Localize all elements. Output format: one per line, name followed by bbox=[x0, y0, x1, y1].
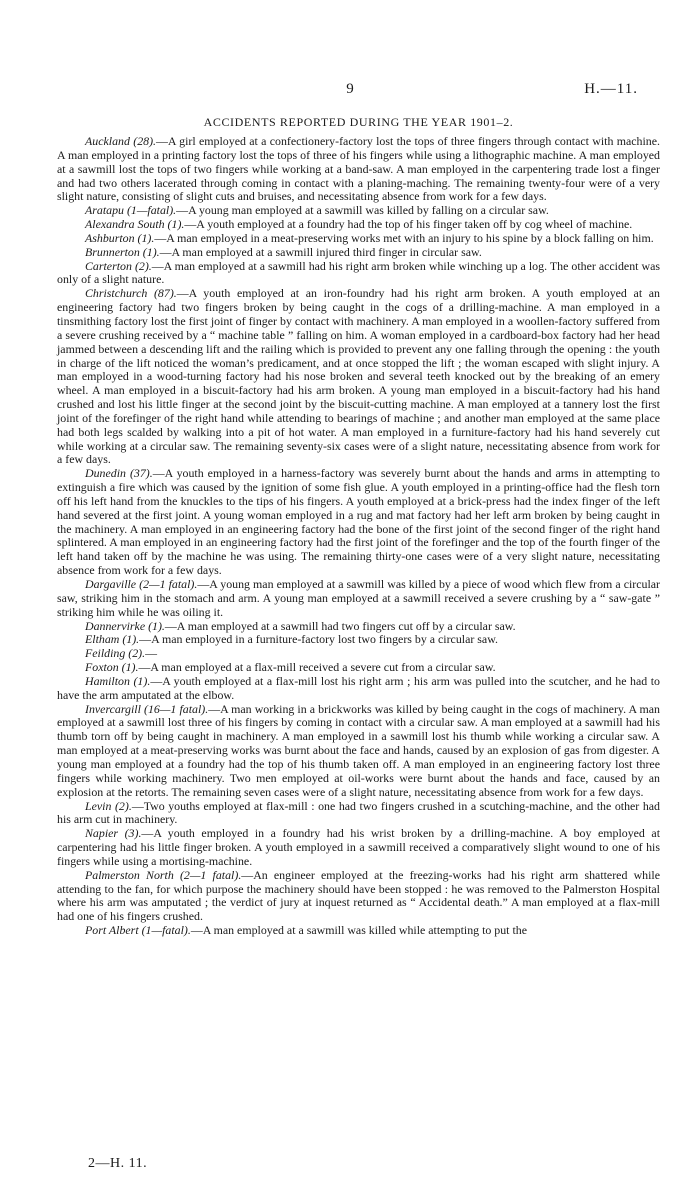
entry-text: —A man employed at a sawmill had two fingers cut off by a circular saw. bbox=[164, 618, 516, 633]
entry-text: —A young man employed at a sawmill was killed by a piece of wood which flew from a circular saw, striking him in the stomach and arm. A young man employed at a sawmill received a severe crushing by a “ saw-gate ” striking him while he was oiling it. bbox=[57, 577, 660, 619]
accident-entry bbox=[57, 661, 660, 675]
entry-text: —A youth employed at an iron-foundry had his right arm broken. A youth employed at an engineering factory had two fingers broken by being caught in the cogs of a drilling-machine. A man employed in a tinsmithing factory lost the first joint of finger by contact with machinery. A man employed in a woollen-factory suffered from a severe crushing received by a “ machine table ” falling on him. A woman employed in a cardboard-box factory had her head jammed between a descending lift and the railing which is provided to prevent any one falling through the opening : the youth in charge of the lift noticed the woman’s predicament, and at once stopped the lift ; the woman escaped with slight injury. A man employed in a wood-turning factory had his nose broken and several teeth knocked out by the breaking of an emery wheel. A man employed in a biscuit-factory had his arm broken. A young man employed in a biscuit-factory had his hand crushed and lost his little finger at the second joint by the biscuit-cutting machine. A man employed at a tannery lost the first joint of the forefinger of the right hand while attending to bearings of machine ; and another man employed at the same place had both legs scalded by walking into a pit of hot water. A man employed in a furniture-factory had his hand severely cut while working at a circular saw. The remaining seventy-six cases were of a slight nature, necessitating absence from work for a few days. bbox=[57, 286, 660, 467]
section-heading: ACCIDENTS REPORTED DURING THE YEAR 1901–2. bbox=[203, 115, 514, 129]
entry-text: —Two youths employed at flax-mill : one had two fingers crushed in a scutching-machine, and the other had his arm cut in machinery. bbox=[57, 798, 660, 827]
entry-text: —A man employed at a sawmill injured third finger in circular saw. bbox=[159, 244, 482, 259]
page-number: 9 bbox=[346, 81, 354, 97]
accident-entry bbox=[57, 260, 660, 288]
entry-place: Palmerston North (2—1 fatal). bbox=[85, 867, 242, 882]
entry-text: —An engineer employed at the freezing-works had his right arm shattered while attending to the fan, for which purpose the machinery should have been stopped : he was removed to the Palmerston Hospital where his arm was amputated ; the verdict of jury at inquest returned as “ Accidental death.” A man employed at a flax-mill had one of his fingers crushed. bbox=[57, 867, 660, 924]
entry-text: —A young man employed at a sawmill was killed by falling on a circular saw. bbox=[176, 203, 549, 218]
entry-text: —A youth employed in a foundry had his wrist broken by a drilling-machine. A boy employed at carpentering had his little finger broken. A youth employed in a sawmill received a comparatively slight wound to one of his fingers while using a mortising-machine. bbox=[57, 826, 660, 868]
accident-entries bbox=[57, 135, 660, 938]
accident-entry bbox=[57, 218, 660, 232]
entry-place: Auckland (28). bbox=[85, 134, 157, 148]
entry-place: Ashburton (1). bbox=[85, 230, 155, 245]
entry-text: —A man employed at a flax-mill received a severe cut from a circular saw. bbox=[138, 660, 496, 675]
accident-entry bbox=[57, 287, 660, 467]
entry-place: Dargaville (2—1 fatal). bbox=[85, 577, 198, 591]
entry-text: —A man employed at a sawmill was killed while attempting to put the bbox=[190, 923, 527, 938]
entry-place: Feilding (2). bbox=[85, 646, 146, 661]
entry-place: Foxton (1). bbox=[85, 660, 139, 675]
entry-place: Napier (3). bbox=[85, 826, 142, 841]
entry-place: Levin (2). bbox=[85, 798, 132, 813]
entry-text: —A man employed in a furniture-factory lost two fingers by a circular saw. bbox=[139, 632, 498, 647]
entry-place: Dannervirke (1). bbox=[85, 618, 165, 633]
accident-entry bbox=[57, 246, 660, 260]
series-reference: H.—11. bbox=[584, 81, 638, 97]
printer-signature: 2—H. 11. bbox=[88, 1156, 148, 1171]
entry-text: —A man working in a brickworks was killed by being caught in the cogs of machinery. A man employed at a sawmill lost three of his fingers by coming in contact with a circular saw. A man employed at a sawmill had his thumb torn off by being caught in machinery. A man employed in a sawmill lost his thumb while working a circular saw. A man employed at a meat-preserving works was burnt about the face and hands, caused by an explosion of gas from digester. A young man employed at a foundry had the top of his thumb taken off. A man employed in an engineering factory lost three fingers while working machinery. Two men employed at oil-works were burnt about the hands and face, caused by an explosion at the retorts. The remaining seven cases were of a slight nature, necessitating absence from work for a few days. bbox=[57, 701, 660, 799]
entry-text: — bbox=[145, 646, 157, 661]
accident-entry bbox=[57, 135, 660, 204]
entry-place: Port Albert (1—fatal). bbox=[85, 923, 191, 938]
accident-entry bbox=[57, 924, 660, 938]
accident-entry bbox=[57, 620, 660, 634]
entry-place: Christchurch (87). bbox=[85, 286, 177, 301]
entry-place: Dunedin (37). bbox=[85, 466, 153, 481]
accident-entry bbox=[57, 204, 660, 218]
entry-place: Alexandra South (1). bbox=[85, 217, 185, 232]
entry-place: Brunnerton (1). bbox=[85, 244, 160, 259]
accident-entry bbox=[57, 827, 660, 869]
accident-entry bbox=[57, 647, 660, 661]
entry-place: Carterton (2). bbox=[85, 258, 152, 273]
entry-text: —A youth employed at a flax-mill lost his right arm ; his arm was pulled into the scutcher, and he had to have the arm amputated at the elbow. bbox=[57, 673, 660, 702]
entry-text: —A youth employed in a harness-factory was severely burnt about the hands and arms in attempting to extinguish a fire which was caused by the ignition of some fish glue. A youth employed in a printing-office had the flesh torn off his left hand from the knuckles to the tips of his fingers. A youth employed at a brick-press had the index finger of the left hand severed at the first joint. A young woman employed in a rug and mat factory had her left arm broken by being caught in the machinery. A man employed in an engineering factory had the bone of the first joint of the second finger of the right hand splintered. A man employed in an engineering factory had the first joint of the forefinger and the top of the fourth finger of the left hand taken off by the machine he was using. The remaining thirty-one cases were of a very slight nature, necessitating absence from work for a few days. bbox=[57, 466, 660, 578]
entry-text: —A man employed in a meat-preserving works met with an injury to his spine by a block falling on him. bbox=[154, 230, 654, 245]
entry-place: Aratapu (1—fatal). bbox=[85, 203, 177, 218]
accident-entry bbox=[57, 633, 660, 647]
accident-entry bbox=[57, 675, 660, 703]
accident-entry bbox=[57, 467, 660, 578]
entry-place: Invercargill (16—1 fatal). bbox=[85, 701, 209, 716]
accident-entry bbox=[57, 703, 660, 800]
entry-text: —A man employed at a sawmill had his right arm broken while winching up a log. The other accident was only of a slight nature. bbox=[57, 258, 660, 287]
accident-entry bbox=[57, 232, 660, 246]
entry-place: Eltham (1). bbox=[85, 632, 140, 647]
accident-entry bbox=[57, 800, 660, 828]
accident-entry bbox=[57, 578, 660, 620]
accident-entry bbox=[57, 869, 660, 924]
entry-place: Hamilton (1). bbox=[85, 673, 151, 688]
entry-text: —A girl employed at a confectionery-factory lost the tops of three fingers through contact with machine. A man employed in a printing factory lost the tops of three of his fingers while using a lithographic machine. A man employed at a sawmill lost the tops of two fingers while working at a band-saw. A man employed in the carpentering trade lost a finger and had two others lacerated through coming in contact with a planing-maching. The remaining twenty-four were of a very slight nature, consisting of slight cuts and bruises, and necessitating absence from work for a few days. bbox=[57, 134, 660, 204]
entry-text: —A youth employed at a foundry had the top of his finger taken off by cog wheel of machine. bbox=[184, 217, 633, 232]
